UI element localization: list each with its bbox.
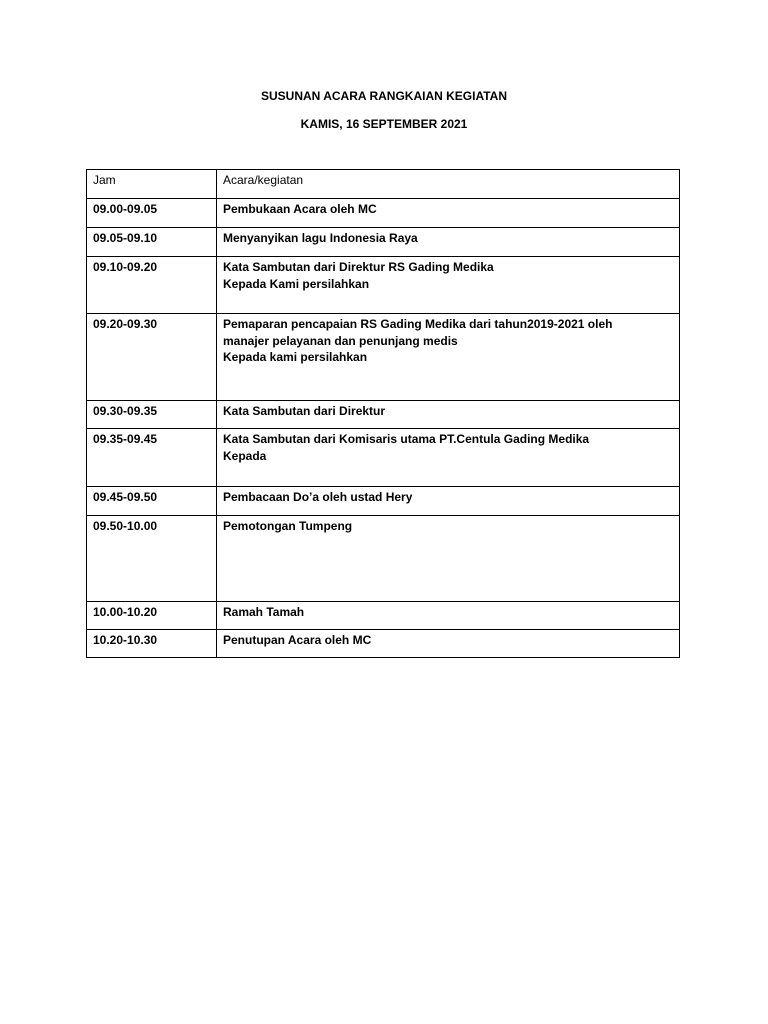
row-activity	[217, 314, 680, 401]
row-time: 09.30-09.35	[87, 401, 217, 429]
activity-line: Ramah Tamah	[223, 605, 305, 619]
row-activity	[217, 630, 680, 658]
activity-line: Menyanyikan lagu Indonesia Raya	[223, 231, 418, 245]
table-header-row	[87, 170, 680, 199]
activity-line: Kepada	[223, 448, 267, 463]
activity-line: Kepada Kami persilahkan	[223, 276, 370, 291]
row-activity	[217, 257, 680, 314]
activity-line: Penutupan Acara oleh MC	[223, 633, 372, 647]
header-activity: Acara/kegiatan	[217, 170, 680, 199]
activity-line: Kata Sambutan dari Direktur RS Gading Medika	[223, 260, 494, 274]
row-time: 09.00-09.05	[87, 199, 217, 228]
row-activity	[217, 487, 680, 516]
row-time: 09.35-09.45	[87, 429, 217, 487]
table-row	[87, 516, 680, 602]
header-time: Jam	[87, 170, 217, 199]
table-row	[87, 602, 680, 630]
table-row	[87, 199, 680, 228]
table-row	[87, 630, 680, 658]
row-time: 09.45-09.50	[87, 487, 217, 516]
row-activity	[217, 199, 680, 228]
document-title: SUSUNAN ACARA RANGKAIAN KEGIATAN	[261, 89, 507, 103]
row-time: 09.20-09.30	[87, 314, 217, 401]
activity-line: Kata Sambutan dari Direktur	[223, 404, 386, 418]
row-activity	[217, 516, 680, 602]
table-row	[87, 487, 680, 516]
row-activity	[217, 228, 680, 257]
row-activity	[217, 401, 680, 429]
activity-line: Pemaparan pencapaian RS Gading Medika dari tahun2019-2021 oleh	[223, 317, 613, 331]
row-activity	[217, 429, 680, 487]
table-row	[87, 314, 680, 401]
activity-line: manajer pelayanan dan penunjang medis	[223, 333, 458, 348]
activity-line: Kata Sambutan dari Komisaris utama PT.Centula Gading Medika	[223, 432, 590, 446]
table-row	[87, 429, 680, 487]
row-activity	[217, 602, 680, 630]
table-row	[87, 228, 680, 257]
row-time: 10.00-10.20	[87, 602, 217, 630]
document-date: KAMIS, 16 SEPTEMBER 2021	[300, 117, 468, 131]
row-time: 09.10-09.20	[87, 257, 217, 314]
schedule-table	[86, 169, 680, 658]
activity-line: Kepada kami persilahkan	[223, 350, 368, 364]
table-row	[87, 257, 680, 314]
activity-line: Pembacaan Do’a oleh ustad Hery	[223, 490, 413, 504]
row-time: 09.50-10.00	[87, 516, 217, 602]
activity-line: Pembukaan Acara oleh MC	[223, 202, 377, 216]
activity-line: Pemotongan Tumpeng	[223, 519, 353, 533]
row-time: 09.05-09.10	[87, 228, 217, 257]
table-row	[87, 401, 680, 429]
row-time: 10.20-10.30	[87, 630, 217, 658]
